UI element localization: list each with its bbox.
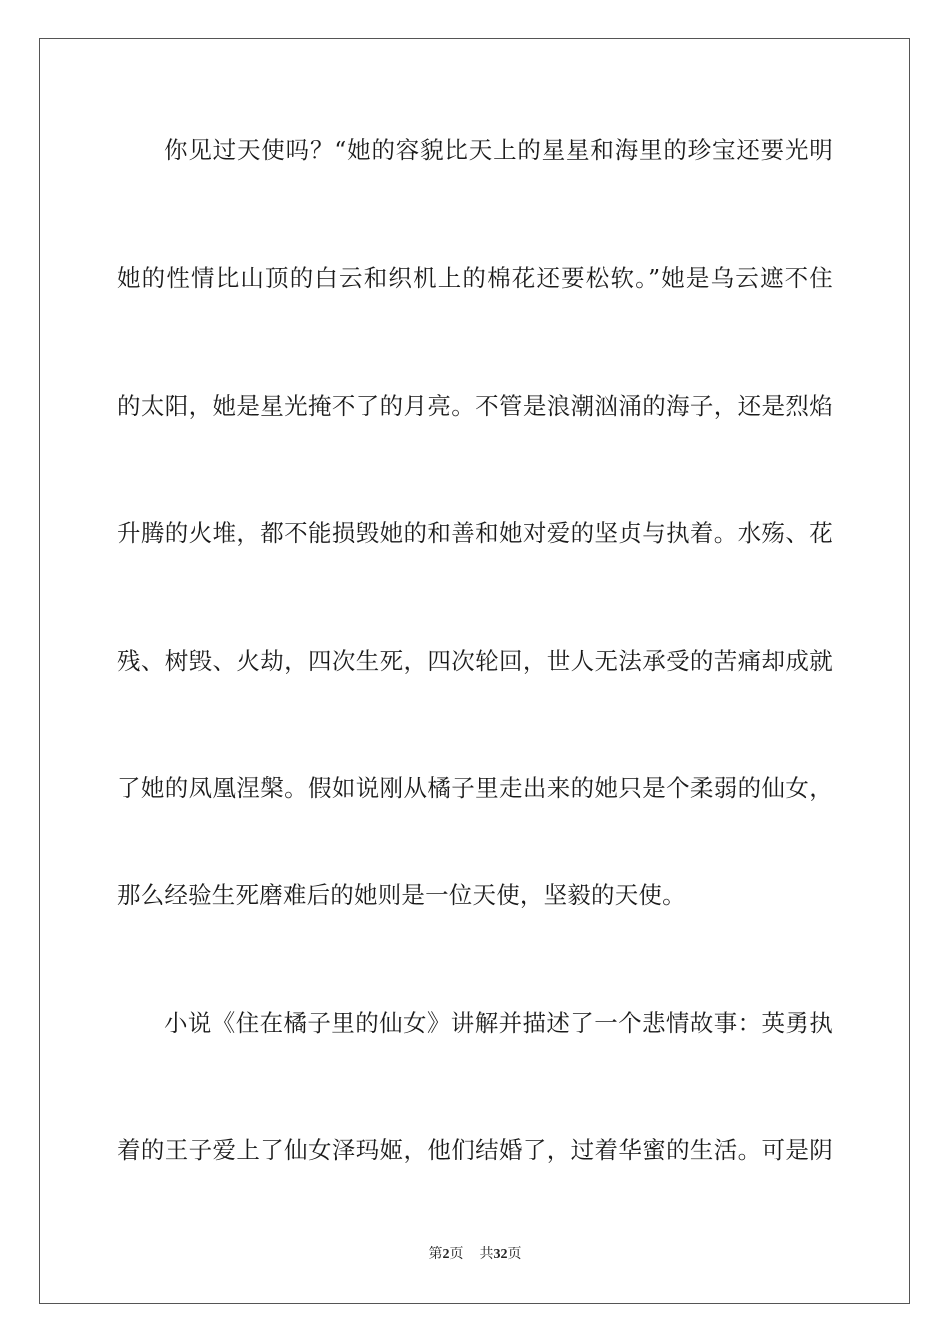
total-prefix: 共 [479, 1246, 494, 1262]
page-number: 2 [442, 1247, 450, 1262]
text-line-5: 残、树毁、火劫，四次生死，四次轮回，世人无法承受的苦痛却成就 [117, 647, 833, 675]
text-line-2: 她的性情比山顶的白云和织机上的棉花还要松软。”她是乌云遮不住 [117, 264, 833, 292]
page-suffix: 页 [449, 1246, 464, 1262]
text-line-8: 小说《住在橘子里的仙女》讲解并描述了一个悲情故事：英勇执 [164, 1009, 833, 1037]
text-line-6: 了她的凤凰涅槃。假如说刚从橘子里走出来的她只是个柔弱的仙女， [117, 774, 833, 802]
page-prefix: 第 [428, 1246, 443, 1262]
text-line-9: 着的王子爱上了仙女泽玛姬，他们结婚了，过着华蜜的生活。可是阴 [117, 1136, 833, 1164]
total-pages: 32 [493, 1247, 508, 1262]
text-line-1: 你见过天使吗？“她的容貌比天上的星星和海里的珍宝还要光明 [164, 136, 833, 164]
text-line-4: 升腾的火堆，都不能损毁她的和善和她对爱的坚贞与执着。水殇、花 [117, 519, 833, 547]
text-line-7: 那么经验生死磨难后的她则是一位天使，坚毅的天使。 [117, 881, 686, 909]
total-suffix: 页 [507, 1246, 522, 1262]
text-line-3: 的太阳，她是星光掩不了的月亮。不管是浪潮汹涌的海子，还是烈焰 [117, 392, 833, 420]
page-footer [0, 1245, 950, 1264]
